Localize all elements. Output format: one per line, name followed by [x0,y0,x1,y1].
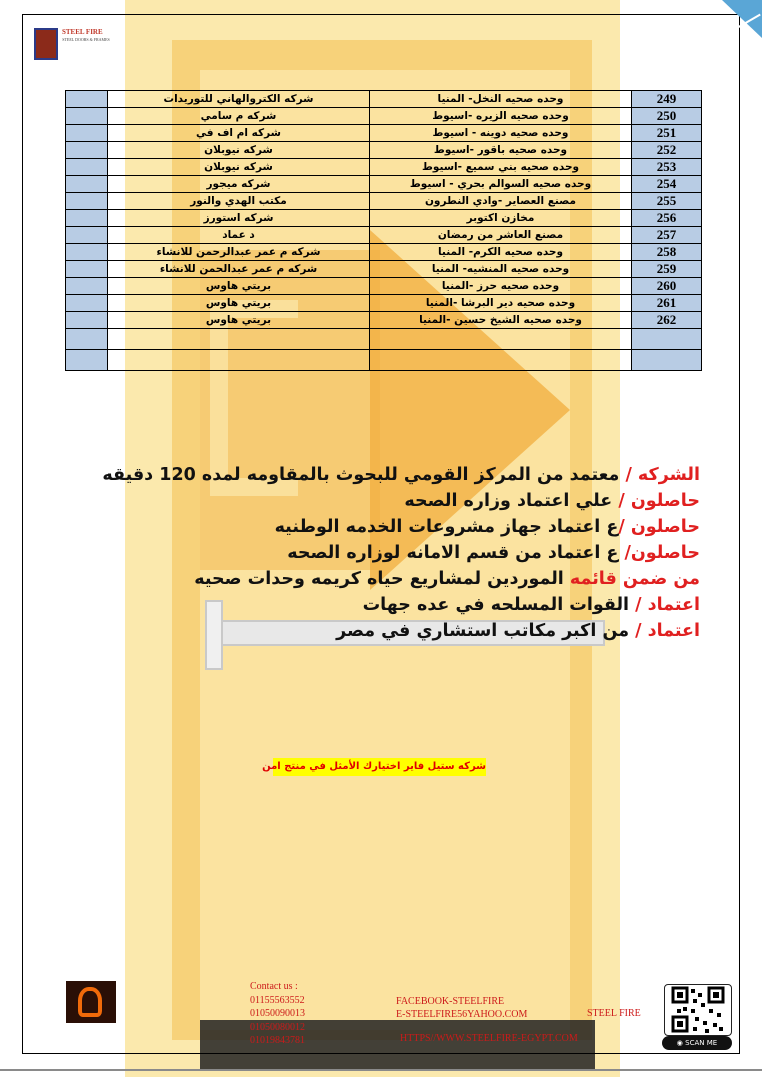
location-cell: وحده صحيه المنشيه- المنيا [370,261,632,278]
table-row [66,329,702,350]
company-cell: مكتب الهدي والنور [108,193,370,210]
company-cell [108,329,370,350]
location-cell: وحده صحيه بني سميع -اسيوط [370,159,632,176]
table-row [66,261,702,278]
row-number-cell: 256 [632,210,702,227]
row-blank-cell [66,91,108,108]
phone-number[interactable]: 01019843781 [250,1035,305,1046]
corner-decoration [722,0,762,38]
facebook-link[interactable]: FACEBOOK-STEELFIRE [396,996,505,1007]
accreditation-line: اعتماد / من اكبر مكاتب استشاري في مصر [336,621,700,641]
location-cell: وحده صحيه حرز -المنيا [370,278,632,295]
table-row [66,210,702,227]
location-cell: وحده صحيه السوالم بحري - اسيوط [370,176,632,193]
location-cell: وحده صحيه دوينه - اسيوط [370,125,632,142]
row-blank-cell [66,227,108,244]
row-blank-cell [66,295,108,312]
row-number-cell: 259 [632,261,702,278]
location-cell [370,329,632,350]
location-cell: وحده صحيه الشيخ حسين -المنيا [370,312,632,329]
table-row [66,91,702,108]
table-row [66,295,702,312]
company-cell: شركه م سامي [108,108,370,125]
company-cell: شركه ام اف في [108,125,370,142]
company-cell: بريتي هاوس [108,312,370,329]
email-link[interactable]: E-STEELFIRE56YAHOO.COM [396,1009,528,1020]
row-blank-cell [66,329,108,350]
accreditation-line: حاصلون /ع اعتماد جهاز مشروعات الخدمه الوطنيه [274,517,700,537]
row-number-cell: 260 [632,278,702,295]
logo-door-icon [34,28,58,60]
brand-name: STEEL FIRE [587,1008,641,1019]
row-blank-cell [66,210,108,227]
phone-number[interactable]: 01155563552 [250,994,305,1006]
table-row [66,312,702,329]
scan-me-button[interactable] [662,1036,732,1050]
company-cell: شركه نيوبلان [108,142,370,159]
scan-me-label: SCAN ME [685,1039,718,1047]
company-cell: شركه الكتروالهاني للتوريدات [108,91,370,108]
row-number-cell: 262 [632,312,702,329]
row-number-cell: 252 [632,142,702,159]
row-number-cell: 257 [632,227,702,244]
qr-code-graphic [665,985,731,1035]
row-blank-cell [66,125,108,142]
accreditation-line: الشركه / معتمد من المركز القومي للبحوث بالمقاومه لمده 120 دقيقه [102,465,700,485]
company-cell: شركه م عمر عبدالرحمن للانشاء [108,244,370,261]
row-blank-cell [66,244,108,261]
company-cell [108,350,370,371]
row-blank-cell [66,261,108,278]
row-number-cell: 254 [632,176,702,193]
fire-door-icon [66,981,116,1023]
location-cell: مصنع العاشر من رمضان [370,227,632,244]
row-number-cell: 250 [632,108,702,125]
row-number-cell [632,350,702,371]
camera-icon: ◉ [676,1039,686,1047]
table-row [66,278,702,295]
company-cell: شركه ميجور [108,176,370,193]
row-blank-cell [66,350,108,371]
company-cell: شركه م عمر عبدالحمن للانشاء [108,261,370,278]
phone-number[interactable]: 01050090013 [250,1008,305,1019]
company-cell: د عماد [108,227,370,244]
company-slogan: شركه ستيل فاير اختيارك الأمثل في منتج امن [273,758,486,776]
row-number-cell: 255 [632,193,702,210]
company-cell: شركه نيوبلان [108,159,370,176]
location-cell [370,350,632,371]
row-blank-cell [66,159,108,176]
table-row [66,244,702,261]
fire-flame-shape [78,987,102,1017]
row-blank-cell [66,312,108,329]
row-blank-cell [66,142,108,159]
location-cell: وحده صحيه باقور -اسيوط [370,142,632,159]
row-blank-cell [66,176,108,193]
row-number-cell [632,329,702,350]
table-row [66,350,702,371]
accreditations-list [100,462,700,644]
contact-block [250,980,305,1048]
location-cell: مخازن اكتوبر [370,210,632,227]
row-blank-cell [66,108,108,125]
accreditation-line: حاصلون / علي اعتماد وزاره الصحه [404,491,700,511]
website-link[interactable]: HTTPS//WWW.STEELFIRE-EGYPT.COM [400,1033,578,1044]
logo-subtitle: STEEL DOORS & FRAMES [62,37,110,42]
row-number-cell: 251 [632,125,702,142]
steel-fire-logo [34,28,122,62]
location-cell: وحده صحيه دير البرشا -المنيا [370,295,632,312]
logo-name: STEEL FIRE [62,28,103,36]
contact-label: Contact us : [250,981,298,992]
location-cell: وحده صحيه النخل- المنيا [370,91,632,108]
table-row [66,227,702,244]
table-row [66,176,702,193]
table-row [66,125,702,142]
location-cell: وحده صحيه الزيره -اسيوط [370,108,632,125]
accreditation-line: حاصلون/ ع اعتماد من قسم الامانه لوزاره الصحه [287,543,700,563]
company-cell: بريتي هاوس [108,295,370,312]
row-number-cell: 261 [632,295,702,312]
row-number-cell: 249 [632,91,702,108]
table-row [66,193,702,210]
phone-number[interactable]: 01050080012 [250,1021,305,1033]
table-row [66,142,702,159]
company-cell: بريتي هاوس [108,278,370,295]
table-row [66,108,702,125]
row-blank-cell [66,193,108,210]
accreditation-line: من ضمن قائمه الموردين لمشاريع حياه كريمه وحدات صحيه [194,569,700,589]
company-cell: شركه استورز [108,210,370,227]
location-cell: مصنع العصاير -وادي النطرون [370,193,632,210]
row-number-cell: 258 [632,244,702,261]
bottom-rule [0,1069,762,1071]
table-row [66,159,702,176]
accreditation-line: اعتماد / القوات المسلحه في عده جهات [362,595,700,615]
projects-table [65,90,702,371]
location-cell: وحده صحيه الكرم- المنيا [370,244,632,261]
qr-code[interactable] [664,984,732,1036]
social-block [396,995,527,1021]
row-number-cell: 253 [632,159,702,176]
row-blank-cell [66,278,108,295]
